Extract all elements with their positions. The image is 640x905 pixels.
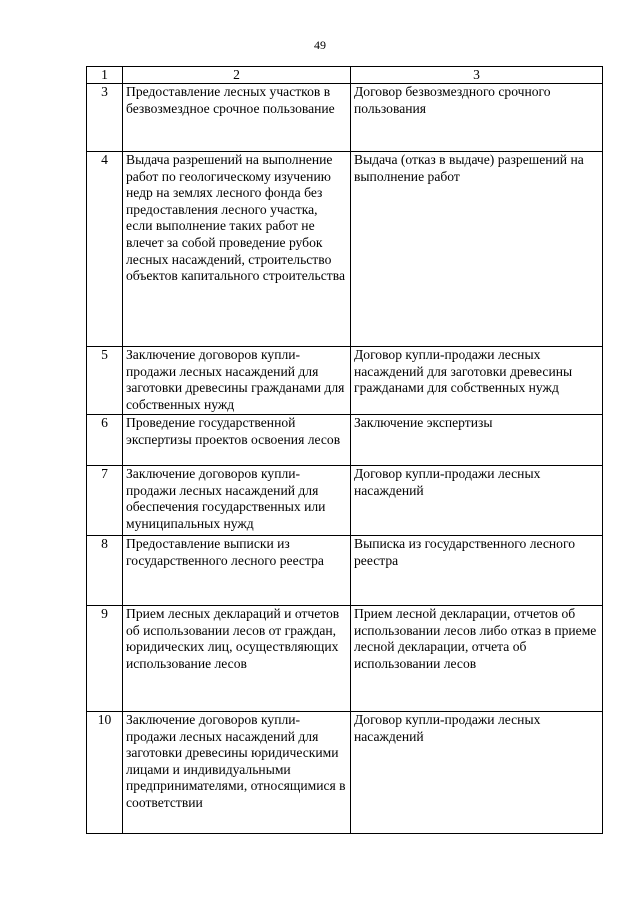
service-name-cell: Проведение государственной экспертизы проектов освоения лесов: [123, 415, 351, 466]
row-number: 6: [87, 415, 123, 466]
table-header-row: [87, 67, 603, 84]
service-name-cell: Заключение договоров купли-продажи лесных насаждений для обеспечения государственных или муниципальных нужд: [123, 466, 351, 536]
services-table: [86, 66, 603, 834]
table-row: [87, 536, 603, 606]
page-number: 49: [314, 38, 326, 52]
result-cell: Выписка из государственного лесного реестра: [351, 536, 603, 606]
service-name-cell: Заключение договоров купли-продажи лесных насаждений для заготовки древесины юридическими лицами и индивидуальными предпринимателями, относящимися в соответствии: [123, 712, 351, 834]
result-cell: Прием лесной декларации, отчетов об использовании лесов либо отказ в приеме лесной декларации, отчета об использовании лесов: [351, 606, 603, 712]
table-row: [87, 152, 603, 347]
row-number: 4: [87, 152, 123, 347]
result-cell: Договор купли-продажи лесных насаждений для заготовки древесины гражданами для собственных нужд: [351, 347, 603, 415]
row-number: 8: [87, 536, 123, 606]
table-row: [87, 84, 603, 152]
service-name-cell: Заключение договоров купли-продажи лесных насаждений для заготовки древесины гражданами для собственных нужд: [123, 347, 351, 415]
service-name-cell: Прием лесных деклараций и отчетов об использовании лесов от граждан, юридических лиц, осуществляющих использование лесов: [123, 606, 351, 712]
service-name-cell: Предоставление лесных участков в безвозмездное срочное пользование: [123, 84, 351, 152]
column-header: 3: [351, 67, 603, 84]
service-name-cell: Выдача разрешений на выполнение работ по геологическому изучению недр на землях лесного фонда без предоставления лесного участка, если выполнение таких работ не влечет за собой проведение рубок лесных насаждений, строительство объектов капитального строительства: [123, 152, 351, 347]
result-cell: Заключение экспертизы: [351, 415, 603, 466]
table-row: [87, 466, 603, 536]
row-number: 10: [87, 712, 123, 834]
row-number: 5: [87, 347, 123, 415]
result-cell: Выдача (отказ в выдаче) разрешений на выполнение работ: [351, 152, 603, 347]
table-row: [87, 712, 603, 834]
column-header: 2: [123, 67, 351, 84]
column-header: 1: [87, 67, 123, 84]
row-number: 3: [87, 84, 123, 152]
result-cell: Договор купли-продажи лесных насаждений: [351, 712, 603, 834]
result-cell: Договор купли-продажи лесных насаждений: [351, 466, 603, 536]
row-number: 7: [87, 466, 123, 536]
table-row: [87, 347, 603, 415]
service-name-cell: Предоставление выписки из государственного лесного реестра: [123, 536, 351, 606]
result-cell: Договор безвозмездного срочного пользования: [351, 84, 603, 152]
row-number: 9: [87, 606, 123, 712]
table-row: [87, 415, 603, 466]
table-row: [87, 606, 603, 712]
